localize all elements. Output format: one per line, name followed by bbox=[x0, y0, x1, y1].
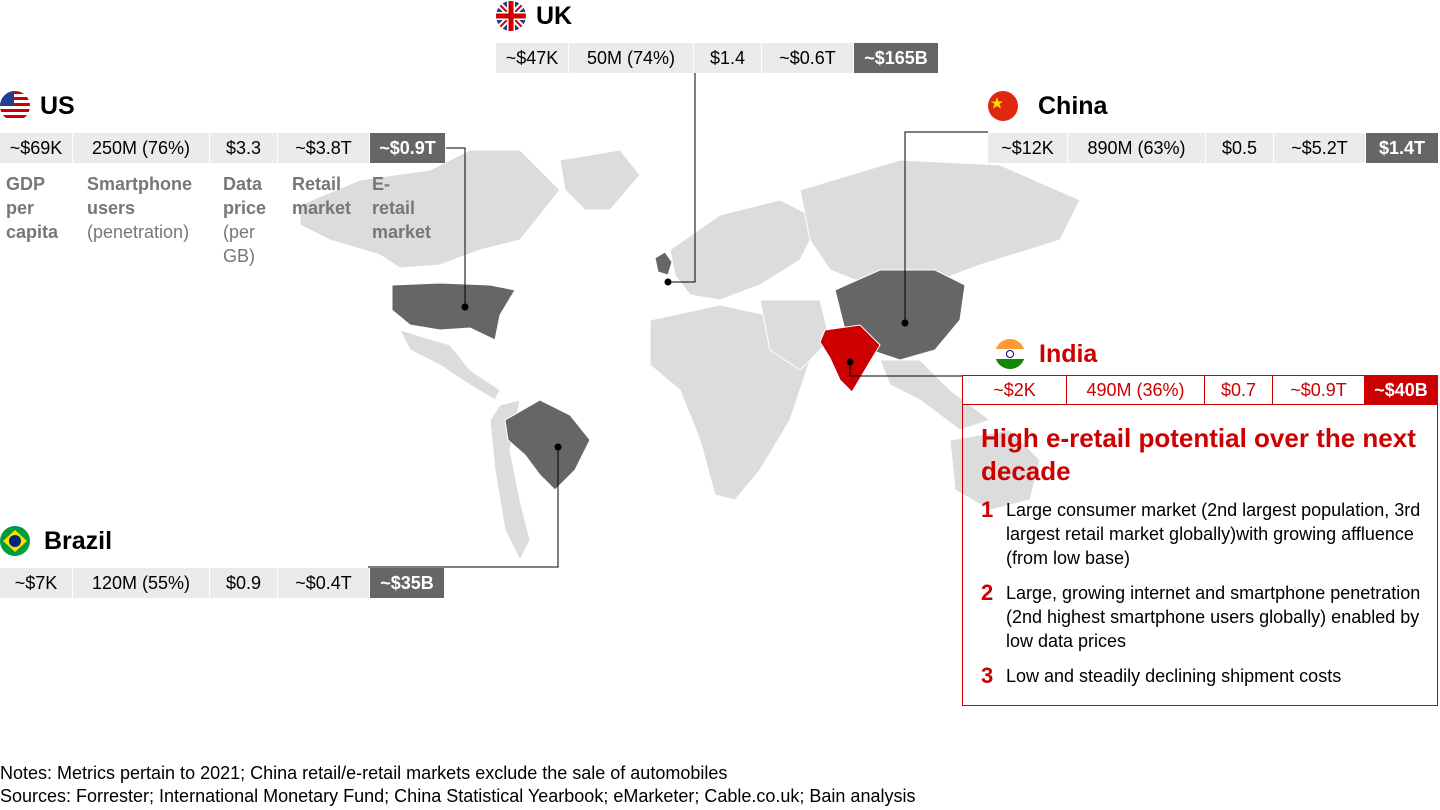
india-retail: ~$0.9T bbox=[1273, 375, 1365, 405]
china-flag-icon bbox=[988, 91, 1018, 121]
point-text: Large consumer market (2nd largest population, 3rd largest retail market globally)with growing affluence (from low base) bbox=[1006, 500, 1421, 568]
central-america-land bbox=[400, 330, 500, 400]
point-number: 3 bbox=[981, 663, 994, 688]
uk-shape bbox=[655, 252, 672, 275]
india-callout-heading: High e-retail potential over the next decade bbox=[981, 423, 1416, 486]
uk-metrics bbox=[496, 43, 938, 73]
sources-line: Sources: Forrester; International Monetary Fund; China Statistical Yearbook; eMarketer; Cable.co.uk; Bain analysis bbox=[0, 786, 916, 806]
brazil-shape bbox=[505, 400, 590, 490]
india-data-price: $0.7 bbox=[1205, 375, 1273, 405]
china-dot bbox=[902, 320, 909, 327]
brazil-leader bbox=[368, 447, 558, 567]
uk-flag-icon bbox=[496, 1, 526, 31]
us-eretail: ~$0.9T bbox=[370, 133, 445, 163]
india-title bbox=[995, 338, 1097, 370]
china-retail: ~$5.2T bbox=[1274, 133, 1366, 163]
india-point-3 bbox=[981, 664, 1431, 688]
point-number: 2 bbox=[981, 580, 994, 605]
india-name: India bbox=[1039, 339, 1098, 368]
asia-land bbox=[800, 160, 1080, 290]
us-retail: ~$3.8T bbox=[278, 133, 370, 163]
china-metrics bbox=[988, 133, 1438, 163]
us-users: 250M (76%) bbox=[73, 133, 210, 163]
us-gdp: ~$69K bbox=[0, 133, 73, 163]
notes-line: Notes: Metrics pertain to 2021; China retail/e-retail markets exclude the sale of automobiles bbox=[0, 763, 728, 783]
uk-title bbox=[496, 0, 572, 32]
uk-eretail: ~$165B bbox=[854, 43, 938, 73]
point-number: 1 bbox=[981, 497, 994, 522]
label-eretail: E-retail market bbox=[372, 174, 432, 242]
china-gdp: ~$12K bbox=[988, 133, 1068, 163]
india-eretail: ~$40B bbox=[1365, 375, 1438, 405]
brazil-name: Brazil bbox=[44, 526, 113, 555]
brazil-users: 120M (55%) bbox=[73, 568, 210, 598]
china-users: 890M (63%) bbox=[1068, 133, 1206, 163]
point-text: Low and steadily declining shipment costs bbox=[1006, 666, 1342, 686]
india-gdp: ~$2K bbox=[962, 375, 1067, 405]
europe-land bbox=[670, 200, 820, 300]
uk-data-price: $1.4 bbox=[694, 43, 762, 73]
uk-retail: ~$0.6T bbox=[762, 43, 854, 73]
label-gdp: GDP per capita bbox=[6, 174, 59, 242]
us-shape bbox=[392, 283, 515, 340]
china-name: China bbox=[1038, 91, 1108, 120]
india-point-1 bbox=[981, 498, 1431, 570]
china-eretail: $1.4T bbox=[1366, 133, 1438, 163]
china-title bbox=[988, 90, 1107, 122]
brazil-metrics bbox=[0, 568, 444, 598]
india-flag-icon bbox=[995, 339, 1025, 369]
brazil-data-price: $0.9 bbox=[210, 568, 278, 598]
india-users: 490M (36%) bbox=[1067, 375, 1205, 405]
brazil-flag-icon bbox=[0, 526, 30, 556]
brazil-title bbox=[0, 525, 112, 557]
brazil-retail: ~$0.4T bbox=[278, 568, 370, 598]
india-point-2 bbox=[981, 581, 1431, 653]
india-dot bbox=[847, 359, 854, 366]
uk-dot bbox=[665, 279, 672, 286]
us-title bbox=[0, 90, 75, 122]
china-data-price: $0.5 bbox=[1206, 133, 1274, 163]
india-callout-box bbox=[962, 404, 1438, 706]
uk-users: 50M (74%) bbox=[569, 43, 694, 73]
notes bbox=[0, 762, 915, 808]
us-flag-icon bbox=[0, 91, 30, 121]
brazil-dot bbox=[555, 444, 562, 451]
brazil-eretail: ~$35B bbox=[370, 568, 444, 598]
us-metrics bbox=[0, 133, 445, 163]
greenland-land bbox=[560, 150, 640, 210]
label-data-price: Data price (per GB) bbox=[223, 174, 267, 266]
uk-name: UK bbox=[536, 1, 573, 30]
label-retail: Retail market bbox=[292, 174, 352, 218]
brazil-gdp: ~$7K bbox=[0, 568, 73, 598]
us-data-price: $3.3 bbox=[210, 133, 278, 163]
point-text: Large, growing internet and smartphone penetration (2nd highest smartphone users globally) enabled by low data prices bbox=[1006, 583, 1421, 651]
india-metrics bbox=[962, 375, 1438, 405]
label-users: Smartphone users (penetration) bbox=[87, 174, 193, 242]
us-name: US bbox=[40, 91, 75, 120]
uk-gdp: ~$47K bbox=[496, 43, 569, 73]
us-dot bbox=[462, 304, 469, 311]
